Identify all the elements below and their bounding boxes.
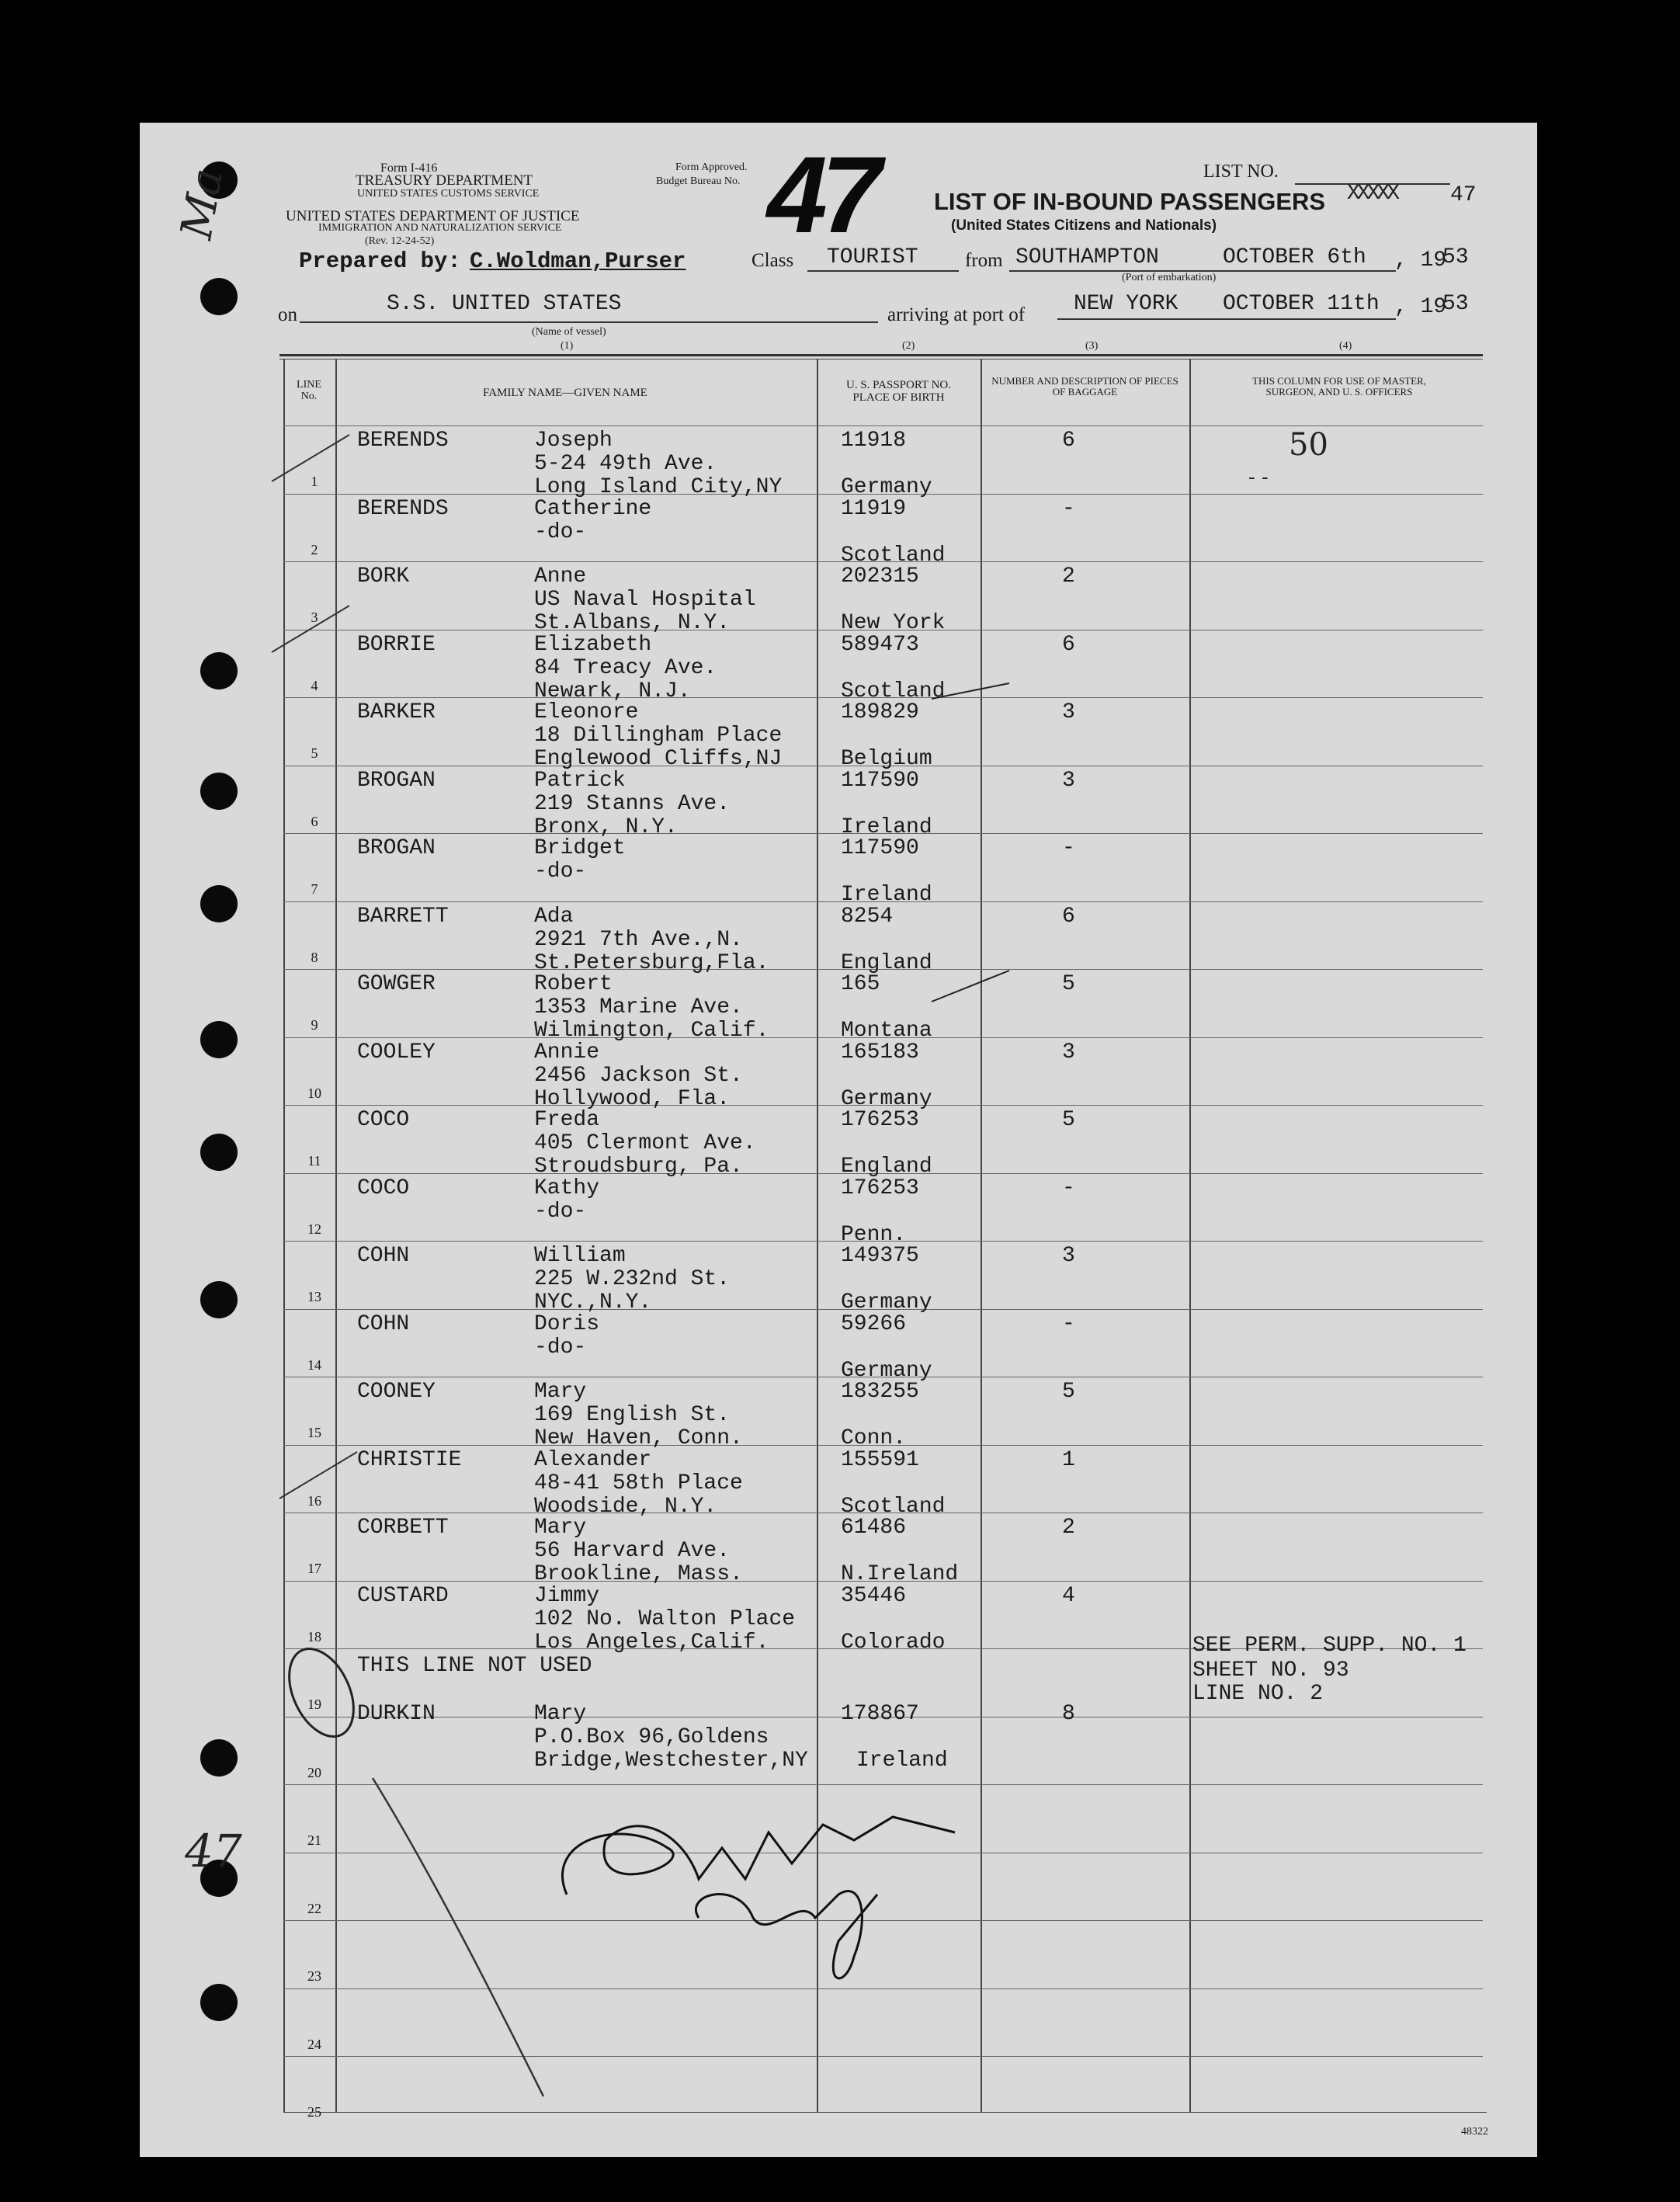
from-label: from <box>965 250 1003 271</box>
row-baggage: 3 <box>1062 769 1075 793</box>
form-approved: Form Approved. <box>675 162 748 173</box>
row-family: COHN <box>357 1312 410 1336</box>
row-passport: 202315 <box>841 564 919 589</box>
row-passport: 61486 <box>841 1516 907 1540</box>
row-baggage: 1 <box>1062 1448 1075 1472</box>
row-birth: Germany <box>841 1359 932 1383</box>
row-addr2: Englewood Cliffs,NJ <box>534 747 783 771</box>
line-number: 18 <box>307 1629 321 1645</box>
row-given: Elizabeth <box>534 633 652 657</box>
row-birth: Ireland <box>841 883 932 907</box>
row-addr2: Bronx, N.Y. <box>534 815 678 839</box>
line-19-text: THIS LINE NOT USED <box>357 1654 592 1678</box>
line-20-given: Mary <box>534 1702 587 1726</box>
line-number: 25 <box>307 2104 321 2120</box>
line-19-note-1: SEE PERM. SUPP. NO. 1 <box>1192 1634 1467 1658</box>
column-number-1: (1) <box>561 340 574 352</box>
row-given: Ada <box>534 905 574 929</box>
row-birth: Scotland <box>841 544 946 568</box>
big-list-number: 47 <box>767 134 876 255</box>
row-given: Freda <box>534 1108 600 1132</box>
row-family: BERENDS <box>357 429 449 453</box>
budget-bureau: Budget Bureau No. <box>656 175 741 187</box>
row-addr2: NYC.,N.Y. <box>534 1290 652 1315</box>
row-addr2: Newark, N.J. <box>534 679 691 703</box>
row-addr2: St.Petersburg,Fla. <box>534 951 769 975</box>
margin-note-left: 47 <box>185 1825 242 1877</box>
row-baggage: - <box>1062 1312 1075 1336</box>
row-given: Annie <box>534 1040 600 1065</box>
row-birth: Montana <box>841 1019 932 1043</box>
line-number: 14 <box>307 1357 321 1373</box>
row-addr1: 5-24 49th Ave. <box>534 452 717 476</box>
line-20-addr2: Bridge,Westchester,NY <box>534 1749 808 1773</box>
row-addr1: 102 No. Walton Place <box>534 1607 796 1631</box>
row-given: Doris <box>534 1312 600 1336</box>
row-given: Eleonore <box>534 700 639 724</box>
officer-mark-dashes: - - <box>1248 466 1269 489</box>
justice-department: UNITED STATES DEPARTMENT OF JUSTICE <box>286 208 580 224</box>
line-number: 10 <box>307 1085 321 1101</box>
row-birth: Ireland <box>841 815 932 839</box>
row-baggage: 3 <box>1062 700 1075 724</box>
row-family: COOLEY <box>357 1040 436 1065</box>
row-addr1: -do- <box>534 1335 587 1360</box>
row-addr2: Brookline, Mass. <box>534 1562 743 1586</box>
list-no-struck: XXXXX <box>1347 182 1397 206</box>
row-given: Mary <box>534 1380 587 1404</box>
list-no-value: 47 <box>1450 183 1477 207</box>
row-family: BARRETT <box>357 905 449 929</box>
row-passport: 117590 <box>841 836 919 860</box>
row-given: William <box>534 1244 626 1268</box>
row-passport: 589473 <box>841 633 919 657</box>
line-number: 12 <box>307 1221 321 1237</box>
line-number: 22 <box>307 1901 321 1916</box>
row-family: BORK <box>357 564 410 589</box>
row-addr1: -do- <box>534 520 587 544</box>
line-number: 7 <box>311 881 318 897</box>
line-20-passport: 178867 <box>841 1702 919 1726</box>
prepared-by-value: C.Woldman,Purser <box>470 248 686 274</box>
treasury-department: TREASURY DEPARTMENT <box>356 172 533 189</box>
row-family: CUSTARD <box>357 1584 449 1608</box>
row-family: COCO <box>357 1176 410 1200</box>
row-birth: England <box>841 1155 932 1179</box>
arrival-date: OCTOBER 11th <box>1223 292 1380 316</box>
row-addr1: 219 Stanns Ave. <box>534 792 731 816</box>
from-port: SOUTHAMPTON <box>1015 245 1159 269</box>
officer-mark: 50 <box>1289 427 1328 463</box>
line-number: 8 <box>311 950 318 965</box>
row-baggage: 5 <box>1062 1380 1075 1404</box>
row-addr1: 169 English St. <box>534 1403 731 1427</box>
row-addr2: Woodside, N.Y. <box>534 1495 717 1519</box>
from-date: OCTOBER 6th <box>1223 245 1366 269</box>
row-passport: 59266 <box>841 1312 907 1336</box>
line-20-family: DURKIN <box>357 1702 436 1726</box>
row-baggage: - <box>1062 836 1075 860</box>
line-number: 1 <box>311 474 318 489</box>
row-family: COHN <box>357 1244 410 1268</box>
row-addr1: 405 Clermont Ave. <box>534 1131 756 1155</box>
row-passport: 117590 <box>841 769 919 793</box>
row-given: Kathy <box>534 1176 600 1200</box>
row-addr1: 18 Dillingham Place <box>534 724 783 748</box>
row-addr2: Hollywood, Fla. <box>534 1087 731 1111</box>
row-baggage: - <box>1062 1176 1075 1200</box>
row-birth: Germany <box>841 475 932 499</box>
row-baggage: 6 <box>1062 905 1075 929</box>
row-birth: England <box>841 951 932 975</box>
row-family: BORRIE <box>357 633 436 657</box>
class-value: TOURIST <box>827 245 918 269</box>
row-passport: 11918 <box>841 429 907 453</box>
row-family: COONEY <box>357 1380 436 1404</box>
row-baggage: 3 <box>1062 1244 1075 1268</box>
form-number: Form I-416 <box>380 162 438 175</box>
row-passport: 189829 <box>841 700 919 724</box>
row-passport: 8254 <box>841 905 894 929</box>
line-number: 19 <box>307 1697 321 1712</box>
column-number-4: (4) <box>1339 340 1352 352</box>
row-addr1: -do- <box>534 860 587 884</box>
from-year: 53 <box>1442 245 1469 269</box>
row-baggage: 2 <box>1062 1516 1075 1540</box>
row-birth: Scotland <box>841 1495 946 1519</box>
row-birth: Colorado <box>841 1631 946 1655</box>
line-number: 15 <box>307 1425 321 1440</box>
row-family: BERENDS <box>357 497 449 521</box>
document-subtitle: (United States Citizens and Nationals) <box>951 217 1217 234</box>
margin-note-top: Ma <box>171 165 234 243</box>
row-family: BROGAN <box>357 769 436 793</box>
row-passport: 155591 <box>841 1448 919 1472</box>
row-baggage: 4 <box>1062 1584 1075 1608</box>
line-20-birth: Ireland <box>856 1749 948 1773</box>
revision-date: (Rev. 12-24-52) <box>365 235 435 247</box>
row-given: Anne <box>534 564 587 589</box>
row-birth: Penn. <box>841 1223 907 1247</box>
line-19-note-3: LINE NO. 2 <box>1192 1682 1324 1706</box>
row-passport: 183255 <box>841 1380 919 1404</box>
row-addr2: Long Island City,NY <box>534 475 783 499</box>
row-baggage: 6 <box>1062 633 1075 657</box>
ins-label: IMMIGRATION AND NATURALIZATION SERVICE <box>318 222 562 234</box>
arrival-port: NEW YORK <box>1074 292 1178 316</box>
line-number: 21 <box>307 1832 321 1848</box>
row-birth: Scotland <box>841 679 946 703</box>
arriving-label: arriving at port of <box>887 304 1026 325</box>
row-given: Jimmy <box>534 1584 600 1608</box>
row-passport: 165183 <box>841 1040 919 1065</box>
line-20-addr1: P.O.Box 96,Goldens <box>534 1725 769 1749</box>
row-given: Mary <box>534 1516 587 1540</box>
vessel-note: (Name of vessel) <box>532 326 606 338</box>
row-addr1: 1353 Marine Ave. <box>534 995 743 1019</box>
row-family: CORBETT <box>357 1516 449 1540</box>
line-20-baggage: 8 <box>1062 1702 1075 1726</box>
line-number: 23 <box>307 1968 321 1984</box>
header-officers: THIS COLUMN FOR USE OF MASTER, SURGEON, AND U. S. OFFICERS <box>1252 375 1426 398</box>
line-number: 11 <box>307 1153 321 1169</box>
row-baggage: 2 <box>1062 564 1075 589</box>
embarkation-note: (Port of embarkation) <box>1122 272 1217 283</box>
line-number: 9 <box>311 1017 318 1033</box>
line-19-note-2: SHEET NO. 93 <box>1192 1658 1349 1683</box>
customs-service: UNITED STATES CUSTOMS SERVICE <box>357 188 540 200</box>
row-addr2: New Haven, Conn. <box>534 1426 743 1450</box>
header-passport: U. S. PASSPORT NO. PLACE OF BIRTH <box>846 379 951 404</box>
line-number: 6 <box>311 814 318 829</box>
row-baggage: - <box>1062 497 1075 521</box>
column-number-3: (3) <box>1085 340 1099 352</box>
row-addr2: Wilmington, Calif. <box>534 1019 769 1043</box>
row-passport: 149375 <box>841 1244 919 1268</box>
row-addr1: US Naval Hospital <box>534 588 756 612</box>
row-addr2: St.Albans, N.Y. <box>534 611 731 635</box>
row-birth: Germany <box>841 1087 932 1111</box>
row-family: GOWGER <box>357 972 436 996</box>
header-line-no: LINE No. <box>297 379 321 402</box>
row-passport: 176253 <box>841 1108 919 1132</box>
row-passport: 11919 <box>841 497 907 521</box>
row-birth: Germany <box>841 1290 932 1315</box>
class-label: Class <box>751 250 794 271</box>
arrival-year-prefix: , 19 <box>1394 295 1447 319</box>
footer-code: 48322 <box>1461 2126 1488 2138</box>
row-addr1: 2456 Jackson St. <box>534 1064 743 1088</box>
row-passport: 176253 <box>841 1176 919 1200</box>
row-baggage: 5 <box>1062 1108 1075 1132</box>
row-given: Bridget <box>534 836 626 860</box>
row-addr2: Los Angeles,Calif. <box>534 1631 769 1655</box>
row-given: Catherine <box>534 497 652 521</box>
row-birth: New York <box>841 611 946 635</box>
column-number-2: (2) <box>902 340 915 352</box>
row-passport: 35446 <box>841 1584 907 1608</box>
row-addr1: 84 Treacy Ave. <box>534 656 717 680</box>
line-number: 4 <box>311 678 318 693</box>
row-baggage: 6 <box>1062 429 1075 453</box>
row-baggage: 3 <box>1062 1040 1075 1065</box>
list-no-label: LIST NO. <box>1203 162 1279 182</box>
row-birth: Conn. <box>841 1426 907 1450</box>
line-number: 5 <box>311 745 318 761</box>
row-given: Joseph <box>534 429 613 453</box>
line-number: 3 <box>311 610 318 625</box>
row-addr1: 2921 7th Ave.,N. <box>534 928 743 952</box>
row-birth: N.Ireland <box>841 1562 959 1586</box>
line-number: 24 <box>307 2037 321 2052</box>
row-birth: Belgium <box>841 747 932 771</box>
row-family: COCO <box>357 1108 410 1132</box>
arrival-year: 53 <box>1442 292 1469 316</box>
row-addr1: 225 W.232nd St. <box>534 1267 731 1291</box>
line-number: 2 <box>311 542 318 557</box>
row-addr1: 56 Harvard Ave. <box>534 1539 731 1563</box>
row-family: CHRISTIE <box>357 1448 462 1472</box>
row-given: Patrick <box>534 769 626 793</box>
row-addr2: Stroudsburg, Pa. <box>534 1155 743 1179</box>
row-family: BROGAN <box>357 836 436 860</box>
row-baggage: 5 <box>1062 972 1075 996</box>
document-title: LIST OF IN-BOUND PASSENGERS <box>934 188 1326 215</box>
prepared-label: Prepared by: <box>299 248 461 274</box>
header-name: FAMILY NAME—GIVEN NAME <box>483 387 647 399</box>
line-number: 13 <box>307 1289 321 1304</box>
line-number: 16 <box>307 1493 321 1509</box>
vessel-name: S.S. UNITED STATES <box>387 292 622 316</box>
line-number: 17 <box>307 1561 321 1576</box>
on-label: on <box>278 304 297 325</box>
row-given: Robert <box>534 972 613 996</box>
row-passport: 165 <box>841 972 880 996</box>
from-year-prefix: , 19 <box>1394 248 1447 273</box>
row-given: Alexander <box>534 1448 652 1472</box>
row-addr1: -do- <box>534 1200 587 1224</box>
row-addr1: 48-41 58th Place <box>534 1471 743 1495</box>
line-number: 20 <box>307 1765 321 1780</box>
header-baggage: NUMBER AND DESCRIPTION OF PIECES OF BAGGAGE <box>991 375 1178 398</box>
row-family: BARKER <box>357 700 436 724</box>
